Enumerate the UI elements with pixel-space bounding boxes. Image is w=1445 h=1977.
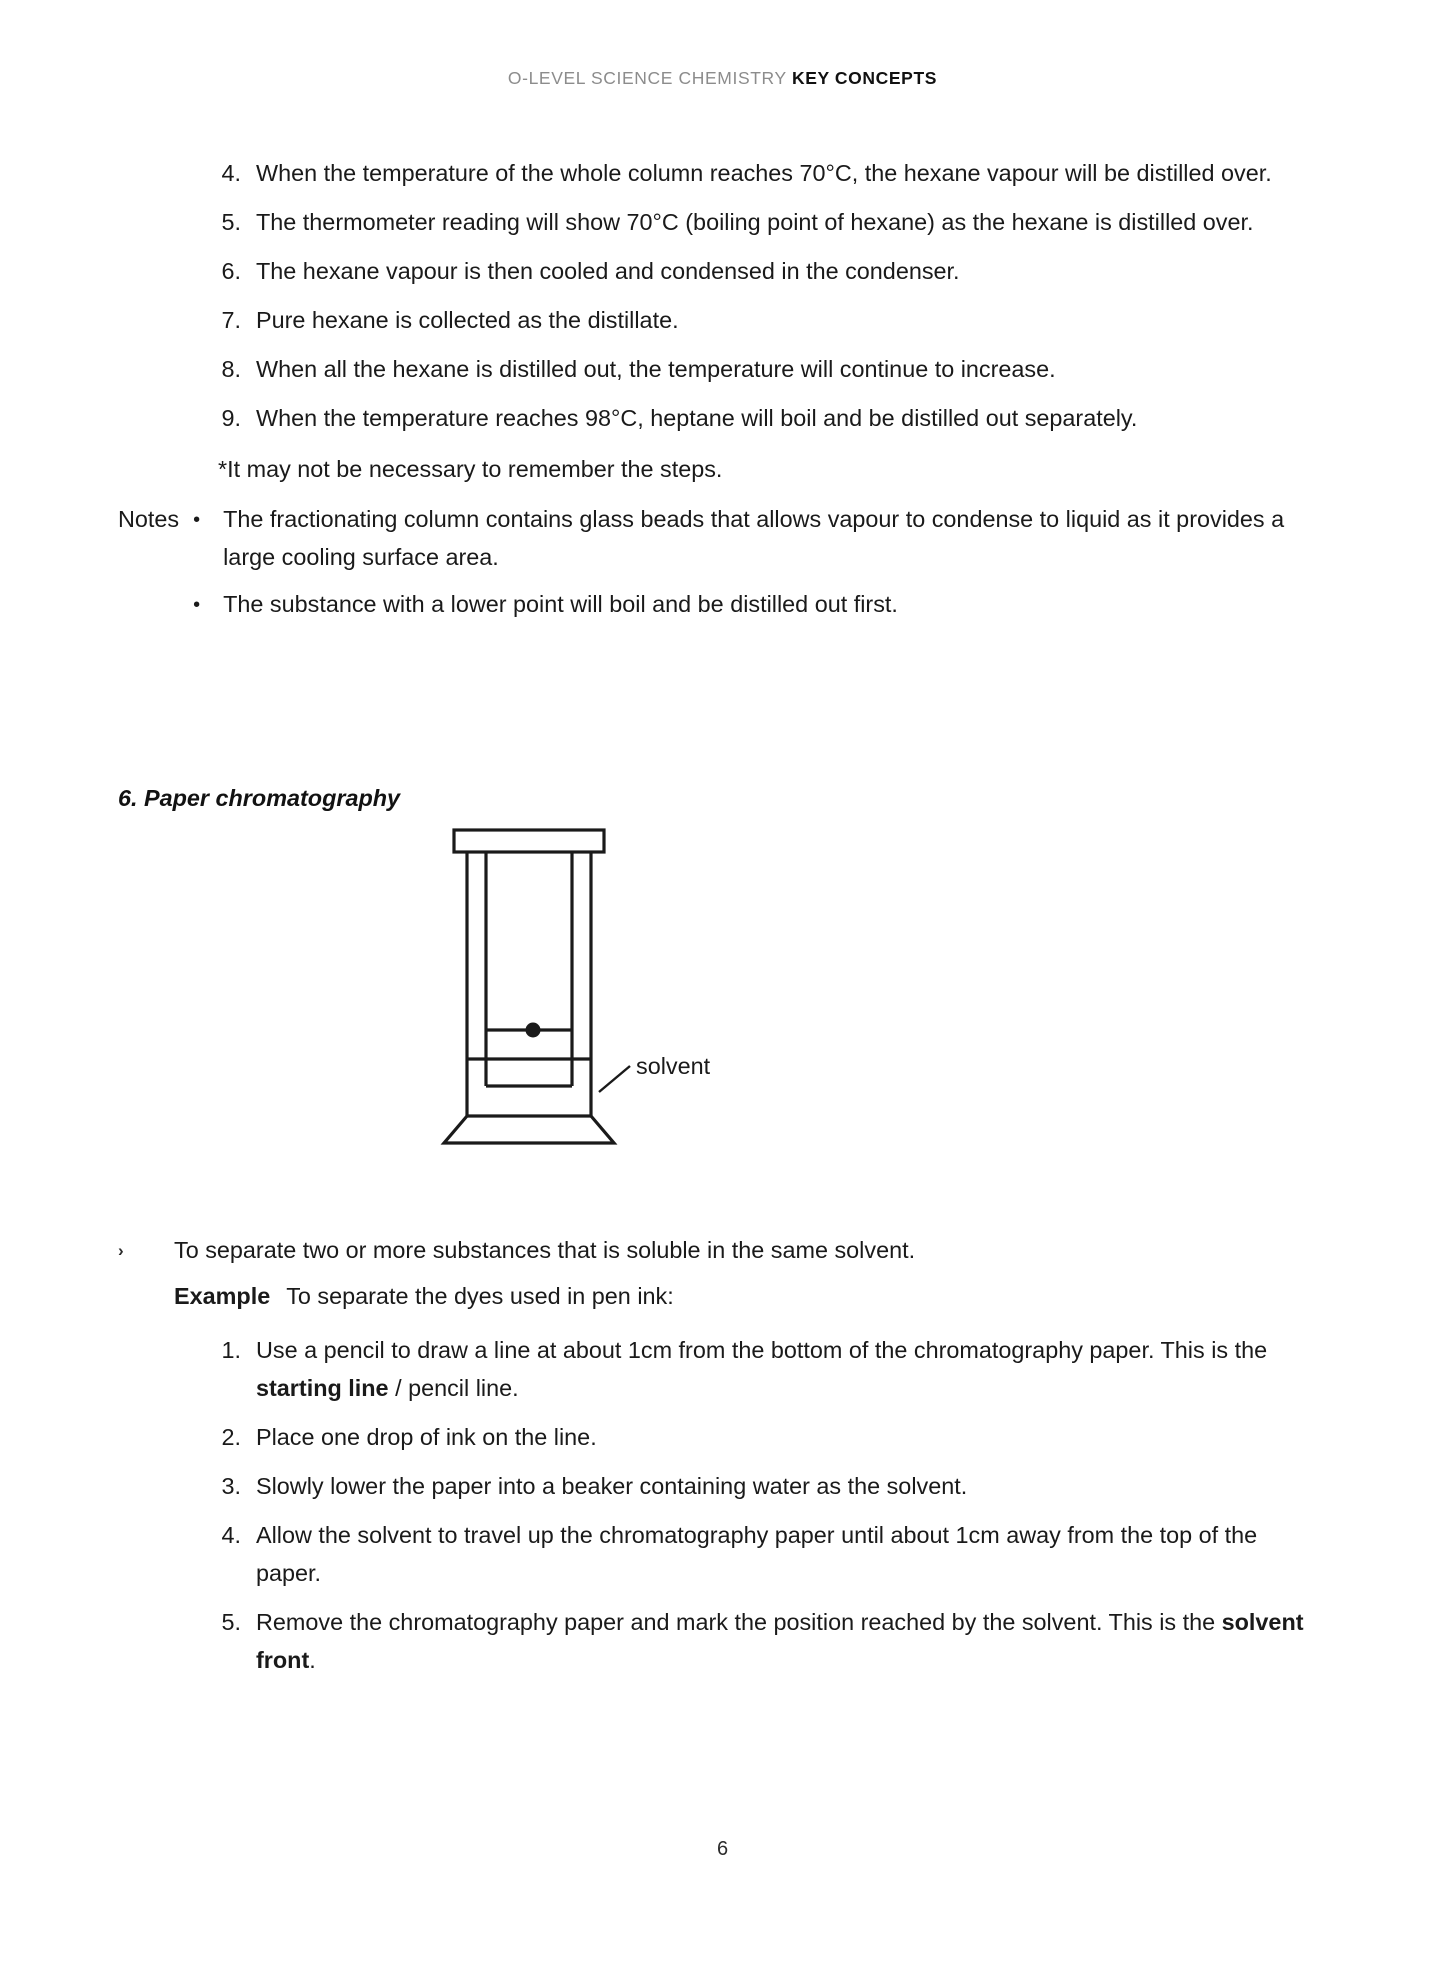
text-run: Slowly lower the paper into a beaker containing water as the solvent.: [256, 1472, 968, 1499]
list-item: [189, 586, 1328, 624]
list-item: [218, 1332, 1328, 1408]
list-item-number: 7.: [221, 306, 241, 333]
beaker-lid: [454, 830, 604, 852]
list-item-text: When the temperature of the whole column reaches 70°C, the hexane vapour will be distilled over.: [256, 160, 1272, 186]
list-item-number: 5.: [221, 1608, 241, 1635]
text-run: Remove the chromatography paper and mark the position reached by the solvent. This is the: [256, 1608, 1222, 1635]
header-title-bold: KEY CONCEPTS: [791, 68, 938, 88]
solvent-label: solvent: [636, 1053, 711, 1079]
list-item: [218, 253, 1328, 291]
list-item: [218, 204, 1328, 242]
running-header: [0, 68, 1445, 89]
solvent-leader-line: [599, 1066, 630, 1092]
list-item-number: 4.: [221, 1521, 241, 1548]
list-item: [218, 351, 1328, 389]
header-title-light: O-LEVEL SCIENCE CHEMISTRY: [507, 68, 787, 88]
list-item: [218, 1517, 1328, 1593]
list-item-number: 1.: [221, 1337, 241, 1364]
ink-spot: [526, 1023, 541, 1038]
bullet-icon: •: [193, 594, 201, 617]
list-item: [218, 1468, 1328, 1506]
bullet-icon: •: [193, 509, 201, 532]
example-block: [174, 1278, 1328, 1316]
list-item-text: The thermometer reading will show 70°C (boiling point of hexane) as the hexane is distilled over.: [256, 208, 1254, 235]
purpose-row: [118, 1232, 1328, 1270]
page-section-title: 6. Paper chromatography: [118, 785, 401, 811]
beaker-base: [444, 1116, 614, 1143]
list-item-text: Pure hexane is collected as the distillate.: [256, 306, 679, 333]
list-item-text: [256, 1517, 1328, 1593]
list-item-text: When all the hexane is distilled out, the temperature will continue to increase.: [256, 355, 1056, 382]
list-item-number: 3.: [221, 1472, 241, 1499]
purpose-text: To separate two or more substances that is soluble in the same solvent.: [174, 1237, 916, 1263]
list-item-text: [256, 1604, 1328, 1680]
text-run: Use a pencil to draw a line at about 1cm from the bottom of the chromatography paper. This is the: [256, 1337, 1268, 1364]
list-item: [218, 302, 1328, 340]
steps-footnote: *It may not be necessary to remember the steps.: [218, 456, 723, 483]
list-item-number: 2.: [221, 1423, 241, 1450]
example-intro: To separate the dyes used in pen ink:: [286, 1283, 674, 1310]
list-item-text: [256, 1419, 1328, 1457]
text-run: Place one drop of ink on the line.: [256, 1423, 597, 1450]
list-item-number: 8.: [221, 355, 241, 382]
list-item: [218, 400, 1328, 438]
text-run: .: [309, 1646, 316, 1673]
list-item-text: The substance with a lower point will boil and be distilled out first.: [223, 591, 898, 618]
emphasised-term: starting line: [256, 1375, 389, 1402]
list-item: [218, 1604, 1328, 1680]
list-item-number: 6.: [221, 257, 241, 284]
notes-label: Notes: [118, 506, 180, 533]
distillation-steps-list: [218, 155, 1328, 437]
list-item-text: [256, 1332, 1328, 1408]
example-label: Example: [174, 1283, 271, 1310]
text-run: Allow the solvent to travel up the chromatography paper until about 1cm away from the top of the paper.: [256, 1521, 1258, 1586]
notes-block: [118, 501, 1328, 633]
page-number: 6: [716, 1838, 729, 1860]
list-item-text: [256, 1468, 1328, 1506]
arrow-bullet-icon: ›: [118, 1241, 124, 1260]
list-item-number: 5.: [221, 208, 241, 235]
chromatography-procedure-section: [118, 1232, 1328, 1690]
list-item-text: The fractionating column contains glass beads that allows vapour to condense to liquid as it provides a large cooling surface area.: [223, 506, 1285, 571]
paper-chromatography-diagram: [430, 818, 860, 1178]
list-item: [218, 155, 1328, 193]
list-item: [189, 501, 1328, 577]
emphasised-term: solvent front: [256, 1608, 1304, 1673]
list-item: [218, 1419, 1328, 1457]
notes-bullet-list: [189, 501, 1328, 633]
example-steps-list: [218, 1332, 1328, 1679]
list-item-number: 4.: [221, 160, 241, 186]
text-run: / pencil line.: [388, 1375, 519, 1402]
distillation-section: [118, 155, 1328, 633]
list-item-text: When the temperature reaches 98°C, heptane will boil and be distilled out separately.: [256, 404, 1138, 431]
list-item-text: The hexane vapour is then cooled and condensed in the condenser.: [256, 257, 960, 284]
list-item-number: 9.: [221, 404, 241, 431]
